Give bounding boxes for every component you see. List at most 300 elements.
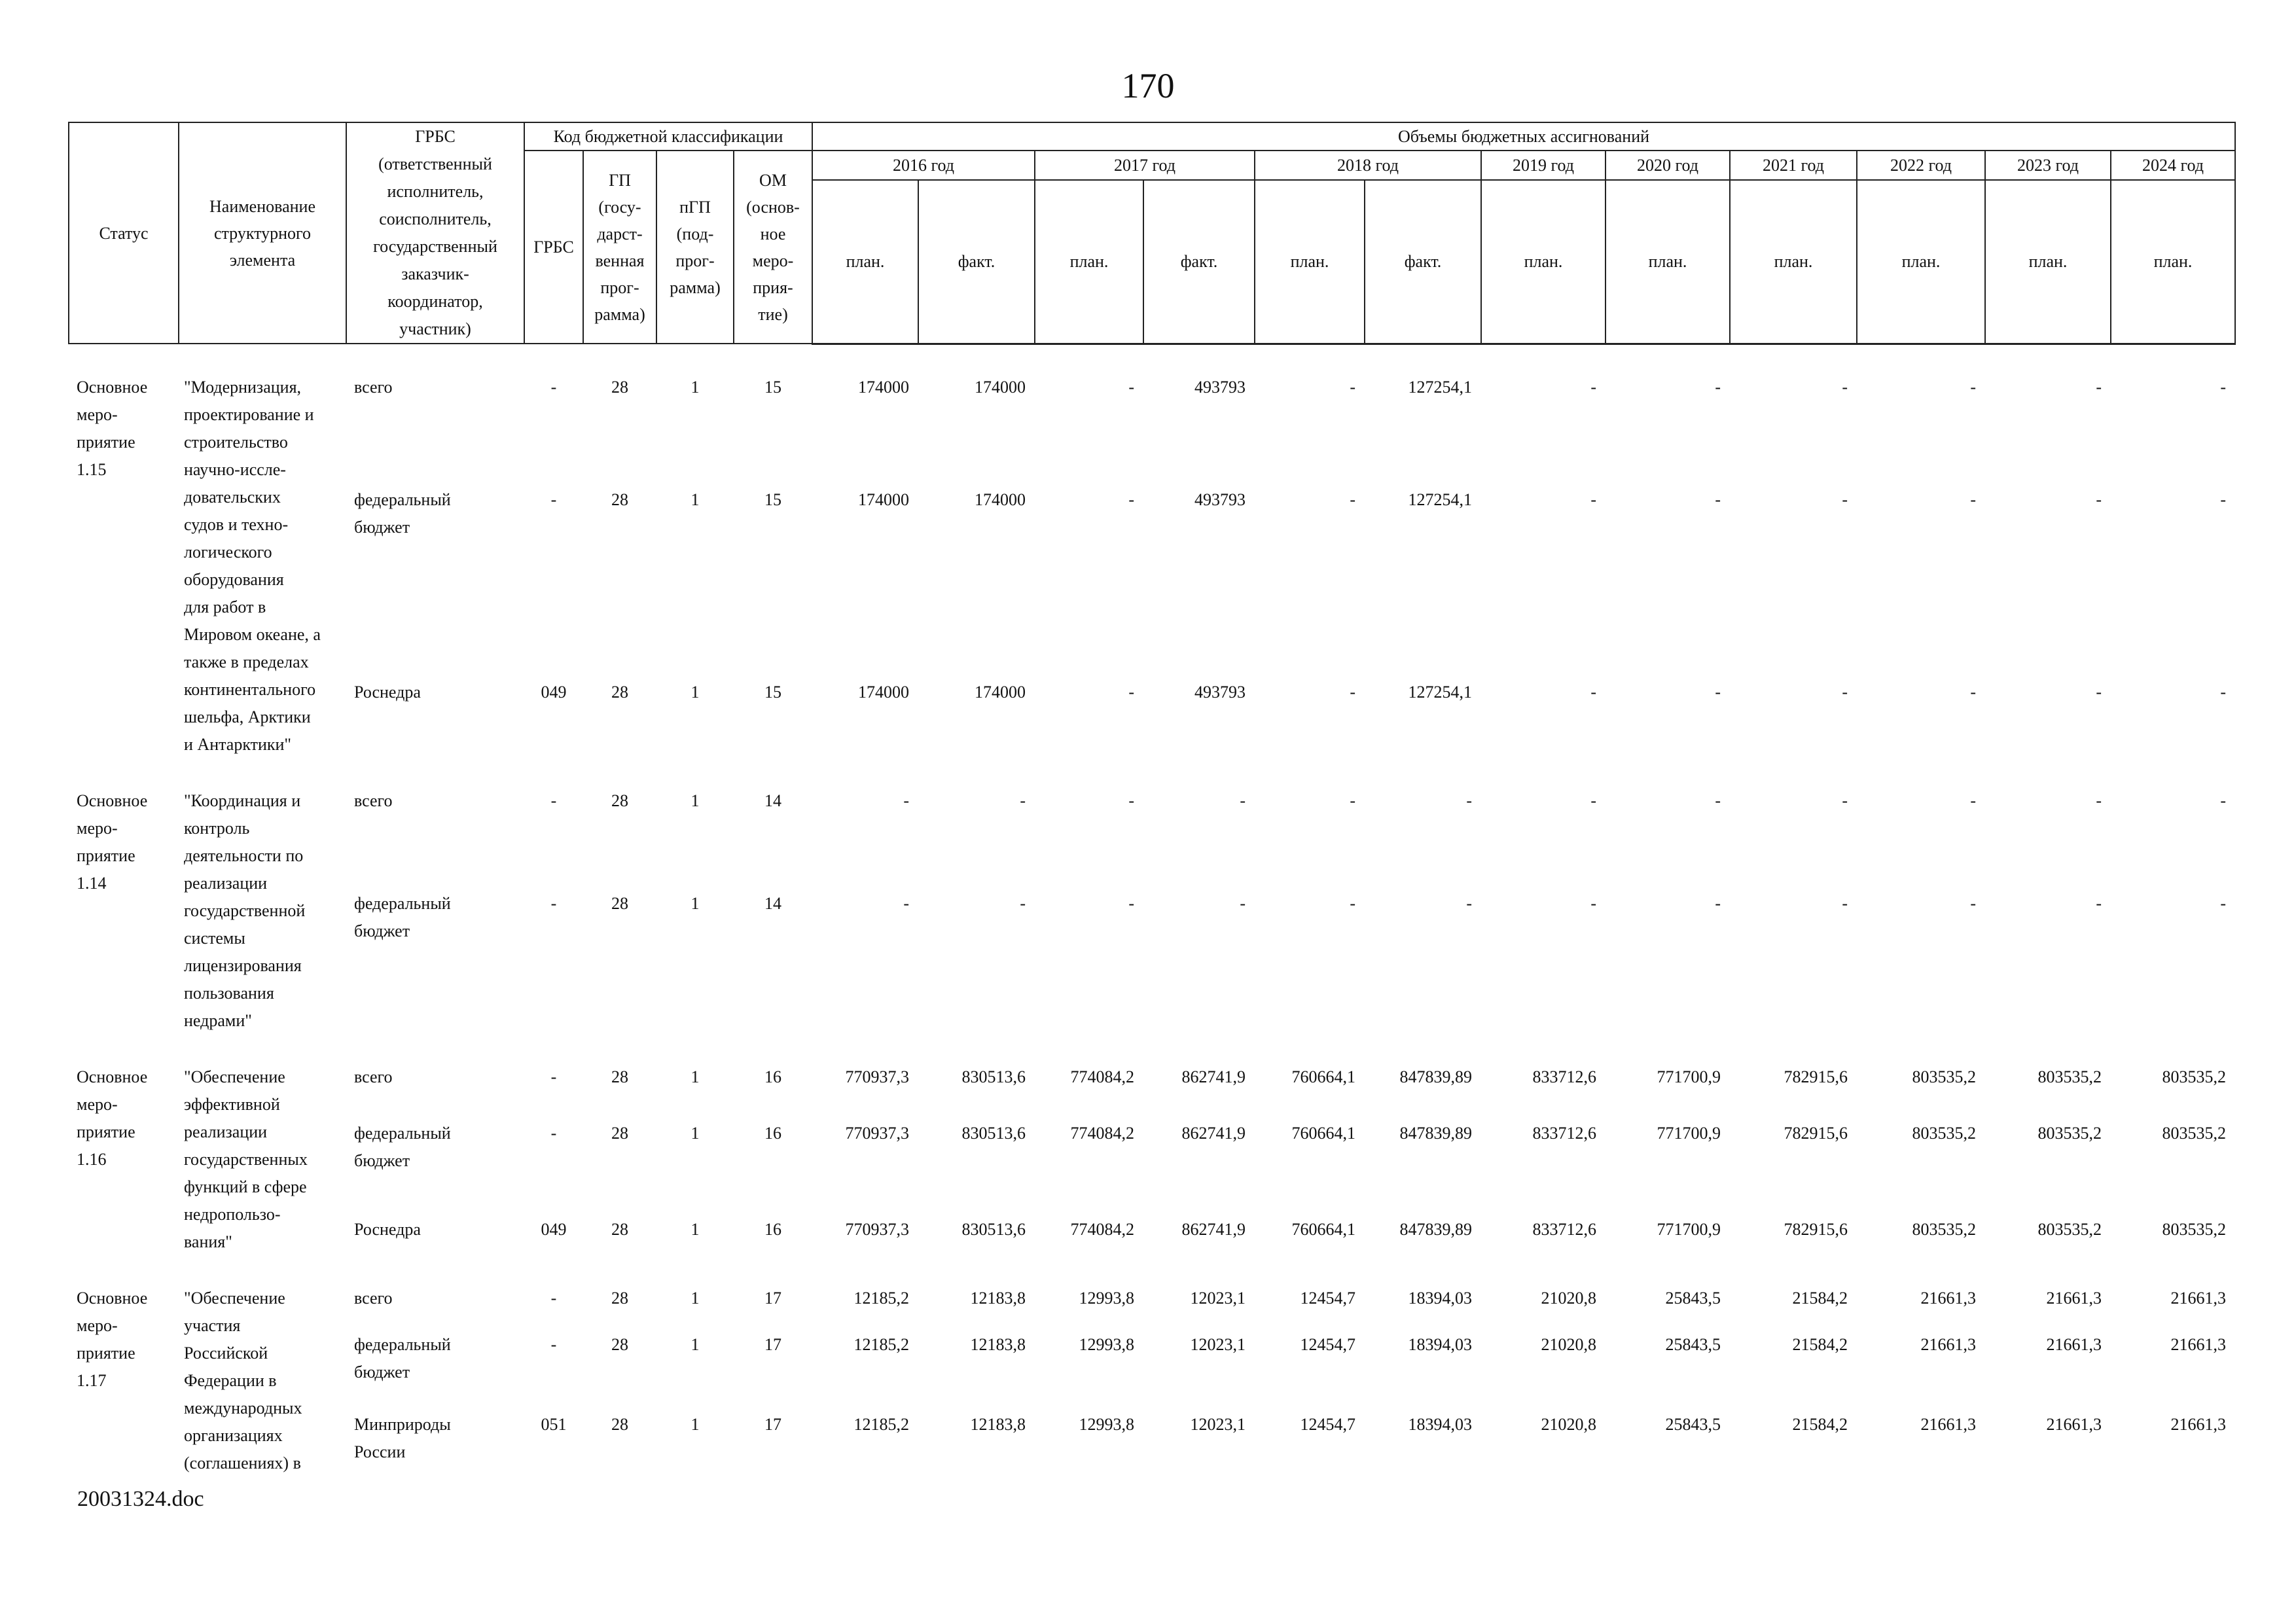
value-cell: 21661,3 bbox=[2170, 1335, 2226, 1355]
grbs-line: федеральный bbox=[354, 1335, 451, 1355]
status-line: Основное bbox=[77, 1288, 148, 1308]
header-grbs-code: ГРБС bbox=[524, 151, 583, 344]
value-cell: 18394,03 bbox=[1408, 1288, 1472, 1308]
grbs-line: бюджет bbox=[354, 921, 410, 940]
header-om-line: прия- bbox=[753, 277, 793, 297]
kbk-pgp-cell: 1 bbox=[691, 490, 700, 510]
table-row bbox=[69, 1063, 2235, 1120]
header-om-line: ное bbox=[760, 224, 786, 243]
value-cell: 12023,1 bbox=[1190, 1288, 1246, 1308]
value-cell: 21584,2 bbox=[1792, 1288, 1848, 1308]
kbk-code-cell: - bbox=[550, 791, 557, 810]
element-name-line: государственных bbox=[184, 1149, 308, 1169]
value-cell: 21661,3 bbox=[2170, 1288, 2226, 1308]
value-cell: 174000 bbox=[975, 377, 1026, 397]
grbs-cell bbox=[346, 1411, 524, 1476]
value-cell: 127254,1 bbox=[1408, 377, 1472, 397]
header-om-line: тие) bbox=[758, 304, 788, 324]
grbs-cell bbox=[346, 1063, 524, 1120]
value-cell: 21661,3 bbox=[2170, 1415, 2226, 1435]
value-cell: - bbox=[1970, 683, 1976, 702]
value-cell: 774084,2 bbox=[1070, 1219, 1134, 1239]
value-cell: 771700,9 bbox=[1657, 1123, 1721, 1143]
status-cell bbox=[69, 374, 179, 758]
value-cell: - bbox=[1466, 791, 1472, 810]
value-cell: 493793 bbox=[1194, 683, 1246, 702]
table-row bbox=[69, 679, 2235, 758]
value-cell: - bbox=[1590, 894, 1596, 913]
footer-filename: 20031324.doc bbox=[77, 1487, 204, 1511]
kbk-gp-cell: 28 bbox=[611, 1415, 628, 1435]
kbk-pgp-cell: 1 bbox=[691, 1067, 700, 1086]
header-om-line: (основ- bbox=[746, 197, 800, 217]
grbs-cell bbox=[346, 787, 524, 891]
value-cell: 760664,1 bbox=[1291, 1219, 1355, 1239]
header-gp-line: прог- bbox=[600, 277, 639, 297]
header-volumes: Объемы бюджетных ассигнований bbox=[812, 122, 2235, 151]
value-cell: 12185,2 bbox=[853, 1335, 909, 1355]
spacer-cell bbox=[69, 758, 2235, 787]
element-name-line: Российской bbox=[184, 1343, 268, 1363]
status-line: 1.14 bbox=[77, 873, 107, 893]
header-plan: план. bbox=[1857, 180, 1985, 344]
kbk-code-cell: - bbox=[550, 894, 557, 913]
status-line: 1.15 bbox=[77, 459, 107, 479]
value-cell: 803535,2 bbox=[2037, 1067, 2102, 1086]
kbk-om-cell: 17 bbox=[764, 1415, 781, 1435]
kbk-om-cell: 14 bbox=[764, 791, 781, 810]
grbs-line: России bbox=[354, 1442, 406, 1462]
value-cell: 862741,9 bbox=[1181, 1067, 1246, 1086]
value-cell: - bbox=[903, 894, 909, 913]
header-gp-line: венная bbox=[595, 251, 645, 270]
value-cell: - bbox=[1970, 894, 1976, 913]
value-cell: 21661,3 bbox=[2046, 1415, 2102, 1435]
value-cell: 12183,8 bbox=[970, 1335, 1026, 1355]
element-name-line: "Модернизация, bbox=[184, 377, 302, 397]
header-year-2017: 2017 год bbox=[1035, 151, 1255, 180]
element-name-line: реализации bbox=[184, 1122, 268, 1141]
kbk-pgp-cell: 1 bbox=[691, 894, 700, 913]
element-name-line: "Обеспечение bbox=[184, 1288, 285, 1308]
value-cell: - bbox=[1590, 791, 1596, 810]
value-cell: 770937,3 bbox=[845, 1219, 909, 1239]
value-cell: 847839,89 bbox=[1399, 1123, 1472, 1143]
element-name-line: организациях bbox=[184, 1425, 283, 1445]
status-line: приятие bbox=[77, 1343, 135, 1363]
kbk-pgp-cell: 1 bbox=[691, 1335, 700, 1355]
element-name-cell bbox=[179, 374, 346, 758]
element-name-line: логического bbox=[184, 542, 272, 562]
header-om-line: ОМ bbox=[759, 170, 787, 190]
grbs-cell bbox=[346, 1120, 524, 1216]
header-pgp-line: (под- bbox=[676, 224, 714, 243]
kbk-om-cell: 16 bbox=[764, 1123, 781, 1143]
element-name-line: лицензирования bbox=[184, 955, 302, 975]
value-cell: 12454,7 bbox=[1300, 1415, 1355, 1435]
kbk-om-cell: 17 bbox=[764, 1335, 781, 1355]
value-cell: - bbox=[1128, 490, 1134, 510]
element-name-line: континентального bbox=[184, 679, 316, 699]
status-cell bbox=[69, 1063, 179, 1256]
header-grbs-line: участник) bbox=[399, 319, 471, 338]
status-line: приятие bbox=[77, 432, 135, 452]
header-grbs-line: соисполнитель, bbox=[379, 209, 492, 228]
element-name-line: Мировом океане, а bbox=[184, 624, 321, 644]
value-cell: 862741,9 bbox=[1181, 1219, 1246, 1239]
element-name-line: проектирование и bbox=[184, 404, 314, 424]
header-year-2016: 2016 год bbox=[812, 151, 1035, 180]
value-cell: 833712,6 bbox=[1532, 1123, 1596, 1143]
header-gp-line: ГП bbox=[609, 170, 631, 190]
header-name: Наименование структурного элемента bbox=[179, 122, 346, 344]
header-grbs-line: (ответственный bbox=[378, 154, 492, 173]
value-cell: 25843,5 bbox=[1665, 1335, 1721, 1355]
kbk-gp-cell: 28 bbox=[611, 1288, 628, 1308]
value-cell: - bbox=[1466, 894, 1472, 913]
header-year-2024: 2024 год bbox=[2111, 151, 2235, 180]
value-cell: 833712,6 bbox=[1532, 1067, 1596, 1086]
value-cell: 782915,6 bbox=[1784, 1067, 1848, 1086]
value-cell: - bbox=[2096, 791, 2102, 810]
element-name-cell bbox=[179, 787, 346, 1035]
header-plan: план. bbox=[1481, 180, 1605, 344]
kbk-gp-cell: 28 bbox=[611, 490, 628, 510]
budget-table bbox=[68, 122, 2236, 1477]
value-cell: 12993,8 bbox=[1079, 1415, 1134, 1435]
kbk-code-cell: 049 bbox=[541, 1219, 567, 1239]
value-cell: 12993,8 bbox=[1079, 1335, 1134, 1355]
value-cell: 760664,1 bbox=[1291, 1067, 1355, 1086]
value-cell: 174000 bbox=[975, 683, 1026, 702]
grbs-line: всего bbox=[354, 377, 393, 397]
value-cell: 12183,8 bbox=[970, 1415, 1026, 1435]
value-cell: - bbox=[2096, 894, 2102, 913]
element-name-cell bbox=[179, 1063, 346, 1256]
kbk-gp-cell: 28 bbox=[611, 1335, 628, 1355]
value-cell: - bbox=[1128, 791, 1134, 810]
header-gp bbox=[583, 151, 656, 344]
value-cell: 12023,1 bbox=[1190, 1415, 1246, 1435]
element-name-line: реализации bbox=[184, 873, 268, 893]
value-cell: 774084,2 bbox=[1070, 1067, 1134, 1086]
element-name-line: недропользо- bbox=[184, 1204, 281, 1224]
element-name-line: пользования bbox=[184, 983, 274, 1003]
kbk-pgp-cell: 1 bbox=[691, 1123, 700, 1143]
value-cell: 493793 bbox=[1194, 377, 1246, 397]
header-pgp bbox=[656, 151, 734, 344]
value-cell: - bbox=[1240, 894, 1246, 913]
table-row bbox=[69, 890, 2235, 1035]
value-cell: 774084,2 bbox=[1070, 1123, 1134, 1143]
element-name-line: шельфа, Арктики bbox=[184, 707, 311, 726]
value-cell: 862741,9 bbox=[1181, 1123, 1246, 1143]
status-line: приятие bbox=[77, 1122, 135, 1141]
value-cell: - bbox=[1128, 894, 1134, 913]
value-cell: - bbox=[2220, 683, 2226, 702]
element-name-line: судов и техно- bbox=[184, 514, 289, 534]
header-fact: факт. bbox=[918, 180, 1035, 344]
header-plan: план. bbox=[1730, 180, 1857, 344]
table-row bbox=[69, 1120, 2235, 1216]
status-line: меро- bbox=[77, 818, 118, 838]
value-cell: - bbox=[1842, 791, 1848, 810]
value-cell: 21661,3 bbox=[2046, 1335, 2102, 1355]
grbs-line: федеральный bbox=[354, 1123, 451, 1143]
value-cell: - bbox=[1715, 490, 1721, 510]
header-plan: план. bbox=[1985, 180, 2111, 344]
value-cell: 782915,6 bbox=[1784, 1219, 1848, 1239]
element-name-line: "Обеспечение bbox=[184, 1067, 285, 1086]
value-cell: - bbox=[1350, 791, 1355, 810]
value-cell: - bbox=[1970, 791, 1976, 810]
kbk-om-cell: 16 bbox=[764, 1067, 781, 1086]
value-cell: 12185,2 bbox=[853, 1288, 909, 1308]
header-grbs bbox=[346, 122, 524, 344]
status-line: Основное bbox=[77, 377, 148, 397]
header-pgp-line: пГП bbox=[679, 197, 711, 217]
kbk-gp-cell: 28 bbox=[611, 683, 628, 702]
value-cell: - bbox=[1350, 894, 1355, 913]
value-cell: 21020,8 bbox=[1541, 1415, 1596, 1435]
row-spacer bbox=[69, 758, 2235, 787]
kbk-om-cell: 15 bbox=[764, 683, 781, 702]
value-cell: 21020,8 bbox=[1541, 1288, 1596, 1308]
value-cell: - bbox=[1715, 791, 1721, 810]
header-grbs-line: исполнитель, bbox=[387, 182, 484, 201]
value-cell: - bbox=[1590, 490, 1596, 510]
value-cell: - bbox=[1970, 377, 1976, 397]
header-grbs-line: государственный bbox=[373, 237, 497, 256]
value-cell: - bbox=[1715, 377, 1721, 397]
value-cell: 21020,8 bbox=[1541, 1335, 1596, 1355]
value-cell: 18394,03 bbox=[1408, 1415, 1472, 1435]
header-plan: план. bbox=[1255, 180, 1365, 344]
grbs-line: всего bbox=[354, 1067, 393, 1086]
grbs-cell bbox=[346, 890, 524, 1035]
element-name-line: государственной bbox=[184, 901, 306, 920]
grbs-line: бюджет bbox=[354, 1150, 410, 1170]
header-fact: факт. bbox=[1143, 180, 1255, 344]
kbk-om-cell: 16 bbox=[764, 1219, 781, 1239]
kbk-pgp-cell: 1 bbox=[691, 683, 700, 702]
value-cell: - bbox=[2220, 791, 2226, 810]
header-gp-line: дарст- bbox=[597, 224, 643, 243]
value-cell: 12993,8 bbox=[1079, 1288, 1134, 1308]
value-cell: 803535,2 bbox=[1912, 1067, 1976, 1086]
grbs-line: бюджет bbox=[354, 518, 410, 537]
value-cell: - bbox=[1128, 683, 1134, 702]
table-row bbox=[69, 486, 2235, 679]
element-name-line: также в пределах bbox=[184, 652, 309, 671]
value-cell: 12454,7 bbox=[1300, 1335, 1355, 1355]
value-cell: - bbox=[1842, 894, 1848, 913]
value-cell: 12454,7 bbox=[1300, 1288, 1355, 1308]
element-name-line: и Антарктики" bbox=[184, 734, 292, 754]
kbk-pgp-cell: 1 bbox=[691, 1219, 700, 1239]
kbk-code-cell: - bbox=[550, 1288, 557, 1308]
header-plan: план. bbox=[812, 180, 918, 344]
spacer-cell bbox=[69, 344, 2235, 374]
element-name-line: функций в сфере bbox=[184, 1177, 307, 1196]
value-cell: 21661,3 bbox=[1920, 1288, 1976, 1308]
value-cell: - bbox=[903, 791, 909, 810]
value-cell: 127254,1 bbox=[1408, 490, 1472, 510]
value-cell: - bbox=[1970, 490, 1976, 510]
header-plan: план. bbox=[1035, 180, 1143, 344]
header-status: Статус bbox=[69, 122, 179, 344]
header-year-2021: 2021 год bbox=[1730, 151, 1857, 180]
value-cell: 21584,2 bbox=[1792, 1415, 1848, 1435]
grbs-cell bbox=[346, 486, 524, 679]
kbk-pgp-cell: 1 bbox=[691, 377, 700, 397]
element-name-cell bbox=[179, 1285, 346, 1477]
element-name-line: эффективной bbox=[184, 1094, 280, 1114]
value-cell: 493793 bbox=[1194, 490, 1246, 510]
value-cell: 830513,6 bbox=[961, 1219, 1026, 1239]
value-cell: 830513,6 bbox=[961, 1123, 1026, 1143]
status-line: меро- bbox=[77, 1094, 118, 1114]
table-row bbox=[69, 1411, 2235, 1476]
status-line: Основное bbox=[77, 1067, 148, 1086]
header-grbs-line: координатор, bbox=[387, 292, 483, 311]
kbk-code-cell: - bbox=[550, 1123, 557, 1143]
header-om-line: меро- bbox=[752, 251, 794, 270]
element-name-line: довательских bbox=[184, 487, 281, 507]
value-cell: - bbox=[1350, 490, 1355, 510]
value-cell: - bbox=[2220, 377, 2226, 397]
header-year-2020: 2020 год bbox=[1605, 151, 1730, 180]
value-cell: 771700,9 bbox=[1657, 1067, 1721, 1086]
element-name-line: вания" bbox=[184, 1232, 232, 1251]
value-cell: 771700,9 bbox=[1657, 1219, 1721, 1239]
value-cell: - bbox=[2220, 490, 2226, 510]
element-name-line: научно-иссле- bbox=[184, 459, 286, 479]
value-cell: 12183,8 bbox=[970, 1288, 1026, 1308]
value-cell: 803535,2 bbox=[2162, 1123, 2226, 1143]
value-cell: 25843,5 bbox=[1665, 1288, 1721, 1308]
header-grbs-line: заказчик- bbox=[401, 264, 469, 283]
kbk-code-cell: 049 bbox=[541, 683, 567, 702]
header-grbs-line: ГРБС bbox=[415, 127, 456, 146]
grbs-line: Роснедра bbox=[354, 1219, 421, 1239]
kbk-code-cell: 051 bbox=[541, 1415, 567, 1435]
value-cell: 803535,2 bbox=[2037, 1219, 2102, 1239]
value-cell: - bbox=[1590, 683, 1596, 702]
value-cell: 803535,2 bbox=[2162, 1219, 2226, 1239]
value-cell: - bbox=[1715, 683, 1721, 702]
status-line: 1.17 bbox=[77, 1370, 107, 1390]
kbk-om-cell: 14 bbox=[764, 894, 781, 913]
value-cell: 830513,6 bbox=[961, 1067, 1026, 1086]
kbk-gp-cell: 28 bbox=[611, 894, 628, 913]
grbs-cell bbox=[346, 1216, 524, 1256]
value-cell: - bbox=[2096, 683, 2102, 702]
kbk-gp-cell: 28 bbox=[611, 377, 628, 397]
status-line: меро- bbox=[77, 404, 118, 424]
table-row bbox=[69, 1331, 2235, 1411]
row-spacer bbox=[69, 1035, 2235, 1063]
value-cell: 803535,2 bbox=[1912, 1123, 1976, 1143]
value-cell: - bbox=[1842, 683, 1848, 702]
grbs-line: всего bbox=[354, 1288, 393, 1308]
value-cell: 847839,89 bbox=[1399, 1219, 1472, 1239]
header-plan: план. bbox=[1605, 180, 1730, 344]
value-cell: 770937,3 bbox=[845, 1123, 909, 1143]
element-name-line: "Координация и bbox=[184, 791, 301, 810]
grbs-line: федеральный bbox=[354, 894, 451, 913]
kbk-gp-cell: 28 bbox=[611, 791, 628, 810]
value-cell: 21661,3 bbox=[2046, 1288, 2102, 1308]
value-cell: - bbox=[1020, 894, 1026, 913]
element-name-line: строительство bbox=[184, 432, 288, 452]
kbk-code-cell: - bbox=[550, 377, 557, 397]
spacer-cell bbox=[69, 1256, 2235, 1285]
header-gp-line: рамма) bbox=[594, 304, 645, 324]
value-cell: 760664,1 bbox=[1291, 1123, 1355, 1143]
kbk-gp-cell: 28 bbox=[611, 1219, 628, 1239]
value-cell: - bbox=[2096, 490, 2102, 510]
value-cell: - bbox=[1715, 894, 1721, 913]
value-cell: 174000 bbox=[858, 683, 909, 702]
status-line: Основное bbox=[77, 791, 148, 810]
value-cell: 833712,6 bbox=[1532, 1219, 1596, 1239]
header-fact: факт. bbox=[1365, 180, 1481, 344]
header-plan: план. bbox=[2111, 180, 2235, 344]
grbs-cell bbox=[346, 374, 524, 487]
grbs-cell bbox=[346, 679, 524, 758]
kbk-pgp-cell: 1 bbox=[691, 1415, 700, 1435]
row-spacer bbox=[69, 1256, 2235, 1285]
value-cell: 847839,89 bbox=[1399, 1067, 1472, 1086]
value-cell: 174000 bbox=[975, 490, 1026, 510]
value-cell: 21661,3 bbox=[1920, 1415, 1976, 1435]
value-cell: 25843,5 bbox=[1665, 1415, 1721, 1435]
value-cell: 782915,6 bbox=[1784, 1123, 1848, 1143]
grbs-line: Минприроды bbox=[354, 1415, 451, 1435]
page-number: 170 bbox=[1121, 66, 1175, 105]
table-header bbox=[69, 122, 2235, 344]
header-year-2023: 2023 год bbox=[1985, 151, 2111, 180]
status-line: 1.16 bbox=[77, 1149, 107, 1169]
table-row bbox=[69, 374, 2235, 487]
value-cell: 174000 bbox=[858, 490, 909, 510]
value-cell: 770937,3 bbox=[845, 1067, 909, 1086]
status-line: приятие bbox=[77, 846, 135, 865]
value-cell: 803535,2 bbox=[2037, 1123, 2102, 1143]
value-cell: - bbox=[1240, 791, 1246, 810]
table-body bbox=[69, 344, 2235, 1477]
header-year-2018: 2018 год bbox=[1255, 151, 1481, 180]
kbk-code-cell: - bbox=[550, 1067, 557, 1086]
kbk-pgp-cell: 1 bbox=[691, 791, 700, 810]
value-cell: - bbox=[1590, 377, 1596, 397]
header-om bbox=[734, 151, 812, 344]
status-cell bbox=[69, 787, 179, 1035]
value-cell: 174000 bbox=[858, 377, 909, 397]
value-cell: - bbox=[1842, 490, 1848, 510]
table-row bbox=[69, 787, 2235, 891]
value-cell: 12185,2 bbox=[853, 1415, 909, 1435]
value-cell: - bbox=[2096, 377, 2102, 397]
kbk-code-cell: - bbox=[550, 1335, 557, 1355]
value-cell: - bbox=[2220, 894, 2226, 913]
value-cell: - bbox=[1350, 683, 1355, 702]
value-cell: 21661,3 bbox=[1920, 1335, 1976, 1355]
table-row bbox=[69, 1216, 2235, 1256]
grbs-line: всего bbox=[354, 791, 393, 810]
status-cell bbox=[69, 1285, 179, 1477]
